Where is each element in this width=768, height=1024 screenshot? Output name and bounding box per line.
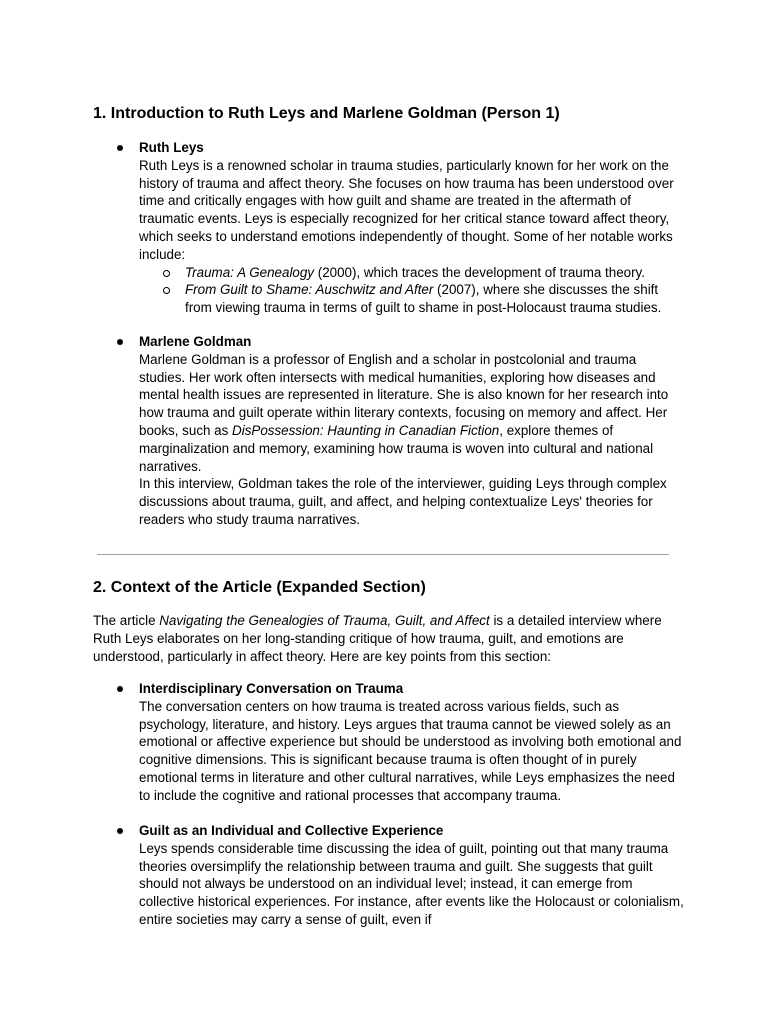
work-description: (2000), which traces the development of trauma theory. — [314, 264, 645, 280]
interview-paragraph: In this interview, Goldman takes the role of the interviewer, guiding Leys through complex discussions about trauma, guilt, and affect, and helping contextualize Leys' theories for readers who study trauma narratives. — [139, 476, 667, 527]
section-divider — [97, 554, 669, 555]
bullet-title: Ruth Leys — [139, 140, 204, 155]
work-description: (2007), where she discusses the shift from viewing trauma in terms of guilt to shame in post-Holocaust trauma studies. — [185, 282, 662, 316]
bullet-body: Leys spends considerable time discussing the idea of guilt, pointing out that many trauma theories oversimplify the relationship between trauma and guilt. She suggests that guilt should not always be understood on an individual level; instead, it can emerge from collective historical experiences. For instance, after events like the Holocaust or colonialism, entire societies may carry a sense of guilt, even if — [139, 840, 684, 927]
work-item — [139, 281, 684, 317]
bullet-title: Interdisciplinary Conversation on Trauma — [139, 681, 404, 696]
bullet-interdisciplinary — [139, 680, 684, 805]
work-title: From Guilt to Shame: Auschwitz and After — [185, 282, 434, 298]
bullet-icon — [117, 145, 123, 151]
section-2-heading: 2. Context of the Article (Expanded Section) — [93, 579, 426, 596]
hollow-bullet-icon — [163, 287, 170, 294]
bullet-icon — [117, 828, 123, 834]
article-title: Navigating the Genealogies of Trauma, Guilt, and Affect — [159, 613, 490, 628]
bullet-title: Guilt as an Individual and Collective Experience — [139, 823, 444, 838]
bullet-icon — [117, 686, 123, 692]
section-2-intro: The article Navigating the Genealogies of Trauma, Guilt, and Affect is a detailed interview where Ruth Leys elaborates on her long-standing critique of how trauma, guilt, and emotions are understood, particularly in affect theory. Here are key points from this section: — [93, 613, 662, 664]
book-title: DisPossession: Haunting in Canadian Fiction — [232, 422, 500, 438]
work-item — [139, 264, 684, 282]
bullet-marlene-goldman — [139, 333, 684, 529]
work-title: Trauma: A Genealogy — [185, 264, 315, 280]
hollow-bullet-icon — [163, 270, 170, 277]
bullet-guilt — [139, 822, 684, 929]
section-1-heading: 1. Introduction to Ruth Leys and Marlene Goldman (Person 1) — [93, 105, 560, 122]
bullet-body: Marlene Goldman is a professor of English and a scholar in postcolonial and trauma studies. Her work often intersects with medical humanities, exploring how diseases and mental health issues are represented in literature. She is also known for her research into how trauma and guilt operate within literary contexts, focusing on memory and affect. Her books, such as DisPossession: Haunting in Canadian Fiction, explore themes of marginalization and memory, examining how trauma is woven into cultural and national narratives. — [139, 351, 669, 474]
bullet-body: The conversation centers on how trauma is treated across various fields, such as psychology, literature, and history. Leys argues that trauma cannot be viewed solely as an emotional or affective experience but should be understood as involving both emotional and cognitive dimensions. This is significant because trauma is often thought of in purely emotional terms in literature and other cultural narratives, while Leys emphasizes the need to include the cognitive and rational processes that accompany trauma. — [139, 698, 682, 803]
bullet-ruth-leys — [139, 139, 684, 317]
bullet-title: Marlene Goldman — [139, 334, 252, 349]
bullet-icon — [117, 339, 123, 345]
bullet-body: Ruth Leys is a renowned scholar in trauma studies, particularly known for her work on the history of trauma and affect theory. She focuses on how trauma has been understood over time and critically engages with how guilt and shame are treated in the aftermath of traumatic events. Leys is especially recognized for her critical stance toward affect theory, which seeks to understand emotions independently of thought. Some of her notable works include: — [139, 157, 674, 262]
